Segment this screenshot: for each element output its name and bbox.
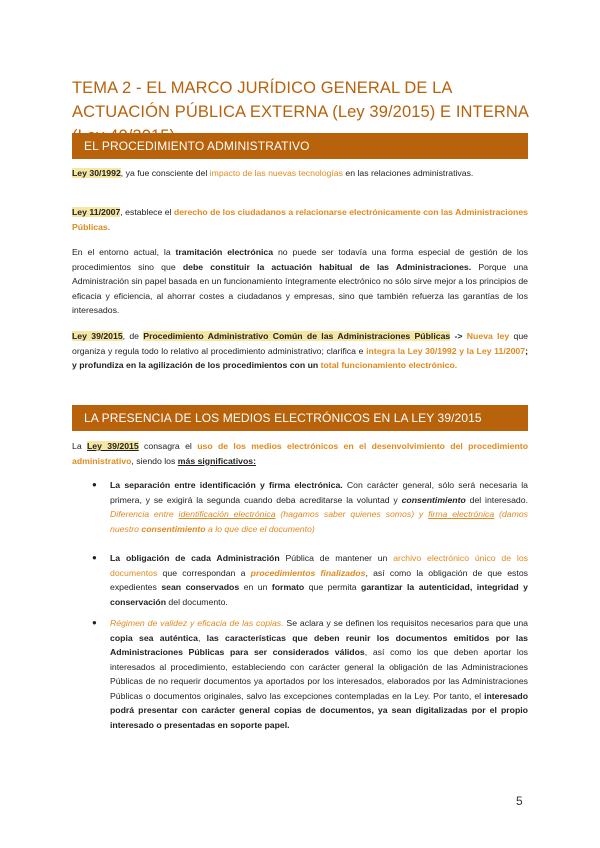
bullet-icon: ● — [92, 553, 97, 562]
page-number: 5 — [516, 794, 523, 808]
page-title: TEMA 2 - EL MARCO JURÍDICO GENERAL DE LA ACTUACIÓN PÚBLICA EXTERNA (Ley 39/2015) E INTERNA — [72, 79, 529, 121]
bullet-icon: ● — [92, 480, 97, 489]
paragraph-consagra: La Ley 39/2015 consagra el uso de los medios electrónicos en el desenvolvimiento del procedimiento administrativo, siendo los más significativos: — [72, 441, 529, 466]
list-item-archivo-electronico: La obligación de cada Administración Pública de mantener un archivo electrónico único de los documentos que correspondan a procedimientos finalizados, así como la obligación de que estos expedientes sean conservados en un formato que permita garantizar la autenticidad, integridad y conservación del documento. — [110, 553, 528, 607]
section-heading-medios-electronicos: LA PRESENCIA DE LOS MEDIOS ELECTRÓNICOS EN LA LEY 39/2015 — [72, 405, 528, 431]
section-heading-procedimiento: EL PROCEDIMIENTO ADMINISTRATIVO — [72, 133, 528, 159]
highlight-text: derecho de los ciudadanos a relacionarse electrónicamente con las Administraciones Públicas — [72, 207, 528, 232]
paragraph-ley-39-2015: Ley 39/2015, de Procedimiento Administrativo Común de las Administraciones Públicas -> Nueva ley que organiza y regula todo lo relativo al procedimiento administrativo; clarifica e integra la Ley 30/1992 y la Ley 11/2007; y profundiza en la agilización de los procedimientos con un total funcionamiento electrónico. — [72, 331, 528, 370]
list-item-copias: Régimen de validez y eficacia de las copias. Se aclara y se definen los requisitos necesarios para que una copia sea auténtica, las características que deben reunir los documentos emitidos por las Administraciones Públicas para ser considerados válidos, así como los que deben aportar los interesados al procedimiento, estableciendo con carácter general la obligación de las Administraciones Públicas de no requerir documentos ya aportados por los interesados, elaborados por las Administraciones Públicas o documentos originales, salvo las excepciones contempladas en la Ley. Por tanto, el interesado podrá presentar con carácter general copias de documentos, ya sean digitalizadas por el propio interesado o presentadas en soporte papel. — [110, 618, 528, 730]
paragraph-ley-30-1992: Ley 30/1992, ya fue consciente del impacto de las nuevas tecnologías en las relaciones administrativas. — [72, 168, 474, 178]
law-reference: Ley 39/2015 — [72, 331, 123, 341]
highlight-text: impacto de las nuevas tecnologías — [209, 168, 343, 178]
paragraph-ley-11-2007: Ley 11/2007, establece el derecho de los ciudadanos a relacionarse electrónicamente con las Administraciones Públicas. — [72, 207, 528, 232]
law-reference: Ley 39/2015 — [87, 441, 139, 451]
bullet-icon: ● — [92, 618, 97, 627]
list-item-identificacion-firma: La separación entre identificación y firma electrónica. Con carácter general, sólo será necesaria la primera, y se exigirá la segunda cuando deba acreditarse la voluntad y consentimiento del interesado. Diferencia entre identificación electrónica (hagamos saber quienes somos) y firma electrónica (damos nuestro consentimiento a lo que dice el documento) — [110, 480, 529, 534]
law-reference: Ley 30/1992 — [72, 168, 121, 178]
paragraph-entorno-actual: En el entorno actual, la tramitación electrónica no puede ser todavía una forma especial de gestión de los procedimientos sino que debe constituir la actuación habitual de las Administraciones. Porque una Administración sin papel basada en un funcionamiento íntegramente electrónico no sólo sirve mejor a los principios de eficacia y eficiencia, al ahorrar costes a ciudadanos y empresas, sino que también refuerza las garantías de los interesados. — [72, 247, 528, 315]
law-reference: Ley 11/2007 — [72, 207, 121, 217]
